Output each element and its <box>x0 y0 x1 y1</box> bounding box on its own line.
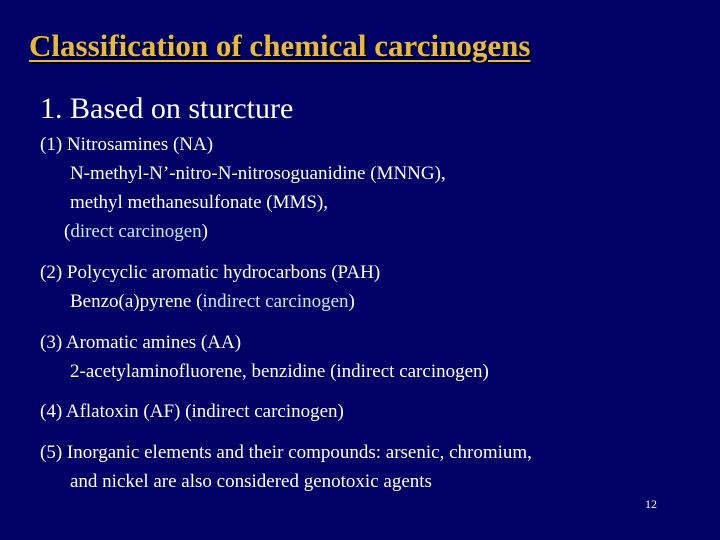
item-5-label: (5) Inorganic elements and their compounds: arsenic, chromium, <box>40 442 532 463</box>
item-5-line-2: and nickel are also considered genotoxic agents <box>70 471 432 492</box>
item-3-line-2: 2-acetylaminofluorene, benzidine (indirect carcinogen) <box>70 361 489 382</box>
slide-title: Classification of chemical carcinogens <box>29 28 531 63</box>
item-1-line-3: methyl methanesulfonate (MMS), <box>70 192 329 213</box>
item-2-plain-text: Benzo(a)pyrene ( <box>70 291 203 312</box>
item-1-open-paren: ( <box>64 221 71 242</box>
page-number: 12 <box>645 497 657 511</box>
item-2-label: (2) Polycyclic aromatic hydrocarbons (PAH) <box>40 262 381 283</box>
item-3-label: (3) Aromatic amines (AA) <box>40 332 242 353</box>
item-1-accent-text: direct carcinogen <box>70 221 202 242</box>
item-2-accent-text: indirect carcinogen <box>202 291 349 312</box>
item-2-line-2 <box>70 291 355 313</box>
item-1-line-2: N-methyl-N’-nitro-N-nitrosoguanidine (MNNG), <box>70 163 446 184</box>
item-1-close-paren: ) <box>201 221 208 242</box>
section-heading: 1. Based on sturcture <box>40 92 294 125</box>
item-4-label: (4) Aflatoxin (AF) (indirect carcinogen) <box>40 401 344 422</box>
item-2-close-paren: ) <box>348 291 355 312</box>
item-1-label: (1) Nitrosamines (NA) <box>40 134 214 155</box>
item-1-line-4 <box>64 221 208 243</box>
